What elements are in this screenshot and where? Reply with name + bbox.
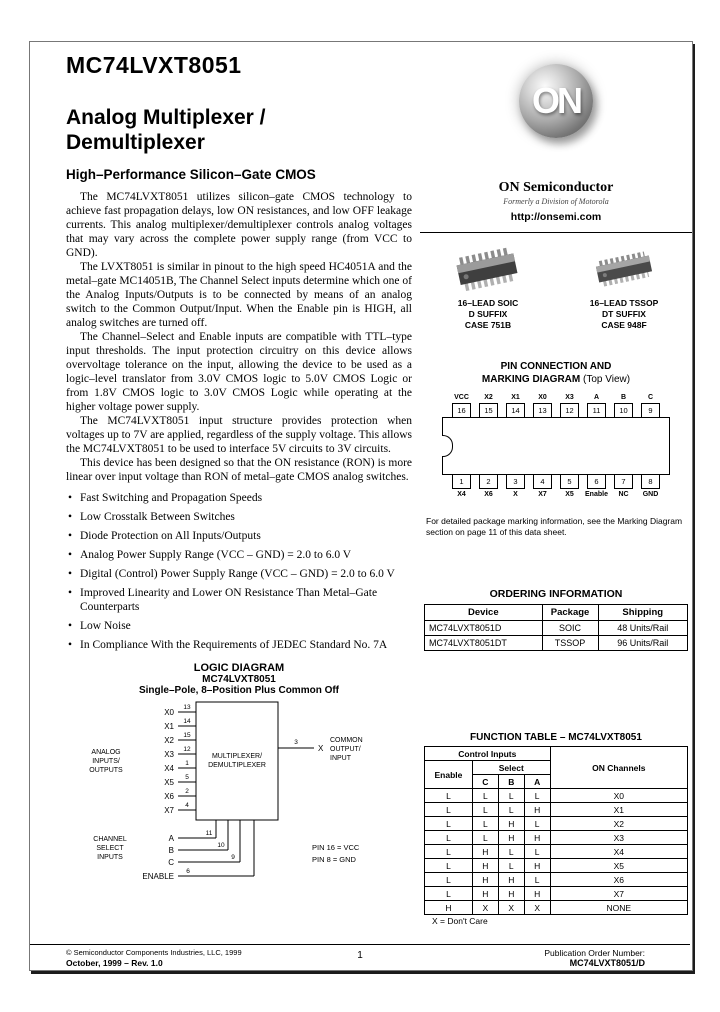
logic-diagram-section — [66, 662, 412, 890]
cell: H — [498, 873, 524, 887]
input-label: X4 — [164, 764, 174, 773]
pin-label: B — [620, 394, 627, 401]
main-column — [66, 52, 412, 890]
table-row — [425, 873, 688, 887]
cell: H — [472, 859, 498, 873]
ordering-cell: TSSOP — [542, 636, 598, 651]
doc-title — [66, 105, 412, 155]
analog-io-label: INPUTS/ — [92, 758, 120, 765]
ordering-title: ORDERING INFORMATION — [489, 588, 623, 600]
input-pin: 4 — [185, 802, 189, 809]
pin-connection-diagram — [420, 394, 692, 498]
cell: L — [425, 831, 473, 845]
table-row — [425, 621, 688, 636]
function-table-footnote: X = Don't Care — [432, 916, 488, 926]
channel-select-label: CHANNEL — [93, 836, 127, 843]
cell: H — [524, 803, 550, 817]
pin-title-marking: MARKING DIAGRAM — [481, 374, 581, 385]
feature-item: • Fast Switching and Propagation Speeds — [66, 492, 412, 506]
pin-label: GND — [642, 491, 659, 498]
common-x-label: X — [318, 744, 324, 753]
feature-list — [66, 492, 412, 652]
cell: H — [524, 831, 550, 845]
brand-name: ON Semiconductor — [498, 180, 614, 195]
cell: X7 — [550, 887, 687, 901]
control-inputs-header: Control Inputs — [425, 747, 551, 761]
input-pin: 14 — [183, 718, 191, 725]
feature-item: • Digital (Control) Power Supply Range (VCC – GND) = 2.0 to 6.0 V — [66, 568, 412, 582]
input-pin: 1 — [185, 760, 189, 767]
gnd-pin-note: PIN 8 = GND — [312, 855, 356, 864]
select-label: A — [168, 834, 174, 843]
function-header-row — [425, 747, 688, 761]
table-row — [425, 803, 688, 817]
input-label: X0 — [164, 708, 174, 717]
pin-label: X5 — [565, 491, 574, 498]
cell: L — [425, 887, 473, 901]
cell: X5 — [550, 859, 687, 873]
pin-number: 12 — [560, 403, 579, 418]
cell: X1 — [550, 803, 687, 817]
cell: H — [472, 887, 498, 901]
cell: L — [524, 817, 550, 831]
package-case: CASE 948F — [601, 320, 647, 330]
table-row — [425, 789, 688, 803]
soic-package-image — [438, 242, 538, 296]
cell: L — [425, 859, 473, 873]
tssop-package-label — [561, 298, 687, 331]
info-column — [420, 64, 692, 950]
table-row — [425, 831, 688, 845]
brand-url-link[interactable]: http://onsemi.com — [510, 211, 602, 223]
pin-number: 7 — [614, 474, 633, 489]
cell: H — [498, 887, 524, 901]
select-pin: 9 — [231, 854, 235, 861]
cell: X2 — [550, 817, 687, 831]
pin-title-topview: (Top View) — [583, 374, 631, 385]
pin-number: 4 — [533, 474, 552, 489]
pin-number: 9 — [641, 403, 660, 418]
input-label: X3 — [164, 750, 174, 759]
pin-number: 6 — [587, 474, 606, 489]
pin-diagram-title — [420, 360, 692, 386]
input-pin: 15 — [183, 732, 191, 739]
package-body — [442, 417, 670, 475]
cell: L — [472, 803, 498, 817]
cell: L — [524, 873, 550, 887]
pin-label: NC — [618, 491, 629, 498]
pin-number: 13 — [533, 403, 552, 418]
copyright-text: © Semiconductor Components Industries, LLC, 1999 — [66, 948, 242, 957]
pin-label: X6 — [484, 491, 493, 498]
input-label: X2 — [164, 736, 174, 745]
ordering-header-row — [425, 605, 688, 621]
logic-diagram-title: LOGIC DIAGRAM — [193, 662, 285, 674]
cell: NONE — [550, 901, 687, 915]
soic-package-label — [425, 298, 551, 331]
select-label: C — [168, 858, 174, 867]
pin-number: 8 — [641, 474, 660, 489]
pin-number: 5 — [560, 474, 579, 489]
input-label: X1 — [164, 722, 174, 731]
soic-package — [425, 242, 551, 331]
body-paragraph: The MC74LVXT8051 utilizes silicon–gate CMOS technology to achieve fast propagation delays, low ON resistances, and low OFF leakage currents. This analog multiplexer/demultiplexer controls analog voltages that may vary across the complete power supply range (from VCC to GND). — [66, 191, 412, 259]
analog-io-label: ANALOG — [91, 749, 121, 756]
input-label: X6 — [164, 792, 174, 801]
common-pin: 3 — [294, 739, 298, 746]
function-table-title: FUNCTION TABLE – MC74LVXT8051 — [470, 732, 642, 743]
cell: X — [498, 901, 524, 915]
cell: L — [425, 845, 473, 859]
pin1-notch — [442, 435, 453, 457]
pin-bottom-labels — [420, 491, 692, 498]
table-row — [425, 887, 688, 901]
table-row — [425, 636, 688, 651]
cell: L — [472, 831, 498, 845]
select-label: B — [168, 846, 174, 855]
pin-label: X1 — [511, 394, 520, 401]
pin-number: 2 — [479, 474, 498, 489]
package-suffix: D SUFFIX — [468, 309, 508, 319]
mux-box-label: MULTIPLEXER/ — [211, 753, 263, 760]
vcc-pin-note: PIN 16 = VCC — [312, 843, 360, 852]
input-pin: 2 — [185, 788, 189, 795]
logic-diagram-part: MC74LVXT8051 — [202, 674, 276, 685]
pin-title-line2 — [420, 373, 692, 386]
cell: X — [472, 901, 498, 915]
common-label: OUTPUT/ — [330, 746, 361, 753]
channel-select-label: SELECT — [96, 845, 124, 852]
cell: H — [472, 873, 498, 887]
on-logo-text: ON — [532, 80, 580, 121]
select-col-header: A — [524, 775, 550, 789]
pin-label: X4 — [457, 491, 466, 498]
input-pin: 13 — [183, 704, 191, 711]
brand-tagline: Formerly a Division of Motorola — [503, 197, 609, 206]
part-number: MC74LVXT8051 — [66, 52, 242, 78]
pin-number: 14 — [506, 403, 525, 418]
common-label: COMMON — [330, 737, 363, 744]
pin-number: 16 — [452, 403, 471, 418]
input-label: X7 — [164, 806, 174, 815]
pin-top-numbers — [420, 403, 692, 418]
input-pin: 5 — [185, 774, 189, 781]
body-paragraph: The LVXT8051 is similar in pinout to the high speed HC4051A and the metal–gate MC14051B, The Channel Select inputs determine which one of the Analog Inputs/Outputs is to be connected by means of an analog switch to the Common Output/Input. When the Enable pin is HIGH, all analog switches are turned off. — [66, 261, 412, 329]
enable-header: Enable — [425, 761, 473, 789]
pin-number: 11 — [587, 403, 606, 418]
publication-number: MC74LVXT8051/D — [569, 958, 645, 968]
table-row — [425, 817, 688, 831]
pin-number: 3 — [506, 474, 525, 489]
pin-bottom-numbers — [420, 474, 692, 489]
marking-note: For detailed package marking information, see the Marking Diagram section on page 11 of this data sheet. — [426, 516, 683, 537]
ordering-cell: MC74LVXT8051DT — [425, 636, 543, 651]
on-channels-header: ON Channels — [550, 747, 687, 789]
logic-diagram-figure — [66, 698, 412, 890]
feature-item: • Low Crosstalk Between Switches — [66, 511, 412, 525]
cell: L — [425, 789, 473, 803]
tssop-package — [561, 242, 687, 331]
feature-item: • In Compliance With the Requirements of JEDEC Standard No. 7A — [66, 639, 412, 653]
pin-number: 1 — [452, 474, 471, 489]
cell: L — [472, 817, 498, 831]
ordering-header: Shipping — [598, 605, 688, 621]
cell: X — [524, 901, 550, 915]
doc-subtitle: High–Performance Silicon–Gate CMOS — [66, 167, 316, 182]
input-pin: 12 — [183, 746, 191, 753]
package-suffix: DT SUFFIX — [602, 309, 646, 319]
logic-diagram-subtitle: Single–Pole, 8–Position Plus Common Off — [138, 685, 340, 696]
tssop-package-image — [574, 242, 674, 296]
ordering-cell: 48 Units/Rail — [598, 621, 688, 636]
body-paragraph: This device has been designed so that the ON resistance (RON) is more linear over input voltage than RON of metal–gate CMOS analog switches. — [66, 457, 412, 483]
cell: L — [498, 859, 524, 873]
pin-label: X3 — [565, 394, 574, 401]
feature-item: • Improved Linearity and Lower ON Resistance Than Metal–Gate Counterparts — [66, 587, 412, 614]
doc-title-line2: Demultiplexer — [66, 131, 205, 154]
cell: L — [425, 817, 473, 831]
pin-title-line1: PIN CONNECTION AND — [500, 361, 612, 372]
ordering-header: Package — [542, 605, 598, 621]
select-header: Select — [472, 761, 550, 775]
page-number: 1 — [357, 950, 363, 961]
ordering-cell: 96 Units/Rail — [598, 636, 688, 651]
body-paragraph: The MC74LVXT8051 input structure provides protection when voltages up to 7V are applied, regardless of the supply voltage. This allows the MC74LVXT8051 to be used to interface 5V circuits to 3V circuits. — [66, 415, 412, 455]
enable-label: ENABLE — [142, 872, 174, 881]
select-col-header: C — [472, 775, 498, 789]
cell: H — [425, 901, 473, 915]
body-paragraph: The Channel–Select and Enable inputs are compatible with TTL–type input thresholds. The input protection circuitry on this device allows overvoltage tolerance on the input, allowing the device to be used as a logic–level translator from 3.0V CMOS logic to 5.0V CMOS Logic or from 1.8V CMOS logic to 3.0V CMOS Logic while operating at the higher voltage power supply. — [66, 331, 412, 413]
publication-label: Publication Order Number: — [544, 948, 645, 958]
pin-label: X — [513, 491, 518, 498]
on-logo — [420, 64, 692, 138]
footer-divider — [30, 944, 690, 945]
function-table — [424, 746, 688, 915]
pin-top-labels — [420, 394, 692, 401]
ordering-cell: MC74LVXT8051D — [425, 621, 543, 636]
package-name: 16–LEAD SOIC — [457, 298, 519, 308]
cell: L — [498, 845, 524, 859]
cell: L — [425, 873, 473, 887]
cell: H — [524, 887, 550, 901]
ordering-header: Device — [425, 605, 543, 621]
package-figures — [420, 242, 692, 331]
feature-item: • Low Noise — [66, 620, 412, 634]
enable-pin: 6 — [186, 868, 190, 875]
select-pin: 10 — [217, 842, 225, 849]
pin-number: 15 — [479, 403, 498, 418]
on-logo-ball — [519, 64, 593, 138]
mux-box-label: DEMULTIPLEXER — [208, 762, 266, 769]
package-name: 16–LEAD TSSOP — [589, 298, 659, 308]
pin-label: Enable — [585, 491, 608, 498]
cell: H — [498, 817, 524, 831]
common-label: INPUT — [330, 755, 351, 762]
ordering-cell: SOIC — [542, 621, 598, 636]
cell: L — [498, 803, 524, 817]
cell: L — [498, 789, 524, 803]
channel-select-label: INPUTS — [97, 854, 123, 861]
pin-label: X7 — [538, 491, 547, 498]
pin-label: X2 — [484, 394, 493, 401]
pin-label: C — [647, 394, 654, 401]
select-pin: 11 — [205, 830, 213, 837]
cell: H — [498, 831, 524, 845]
table-row — [425, 859, 688, 873]
pin-label: VCC — [454, 394, 469, 401]
feature-item: • Analog Power Supply Range (VCC – GND) = 2.0 to 6.0 V — [66, 549, 412, 563]
doc-title-line1: Analog Multiplexer / — [66, 106, 266, 129]
ordering-table — [424, 604, 688, 651]
cell: H — [472, 845, 498, 859]
input-label: X5 — [164, 778, 174, 787]
select-col-header: B — [498, 775, 524, 789]
analog-io-label: OUTPUTS — [89, 767, 123, 774]
cell: L — [524, 845, 550, 859]
divider — [420, 232, 692, 233]
cell: H — [524, 859, 550, 873]
table-row — [425, 901, 688, 915]
pin-label: X0 — [538, 394, 547, 401]
pin-label: A — [593, 394, 600, 401]
package-case: CASE 751B — [464, 320, 512, 330]
cell: X4 — [550, 845, 687, 859]
pin-number: 10 — [614, 403, 633, 418]
cell: X6 — [550, 873, 687, 887]
cell: X0 — [550, 789, 687, 803]
cell: L — [425, 803, 473, 817]
table-row — [425, 845, 688, 859]
cell: L — [524, 789, 550, 803]
feature-item: • Diode Protection on All Inputs/Outputs — [66, 530, 412, 544]
cell: X3 — [550, 831, 687, 845]
cell: L — [472, 789, 498, 803]
revision-date: October, 1999 – Rev. 1.0 — [66, 958, 163, 968]
